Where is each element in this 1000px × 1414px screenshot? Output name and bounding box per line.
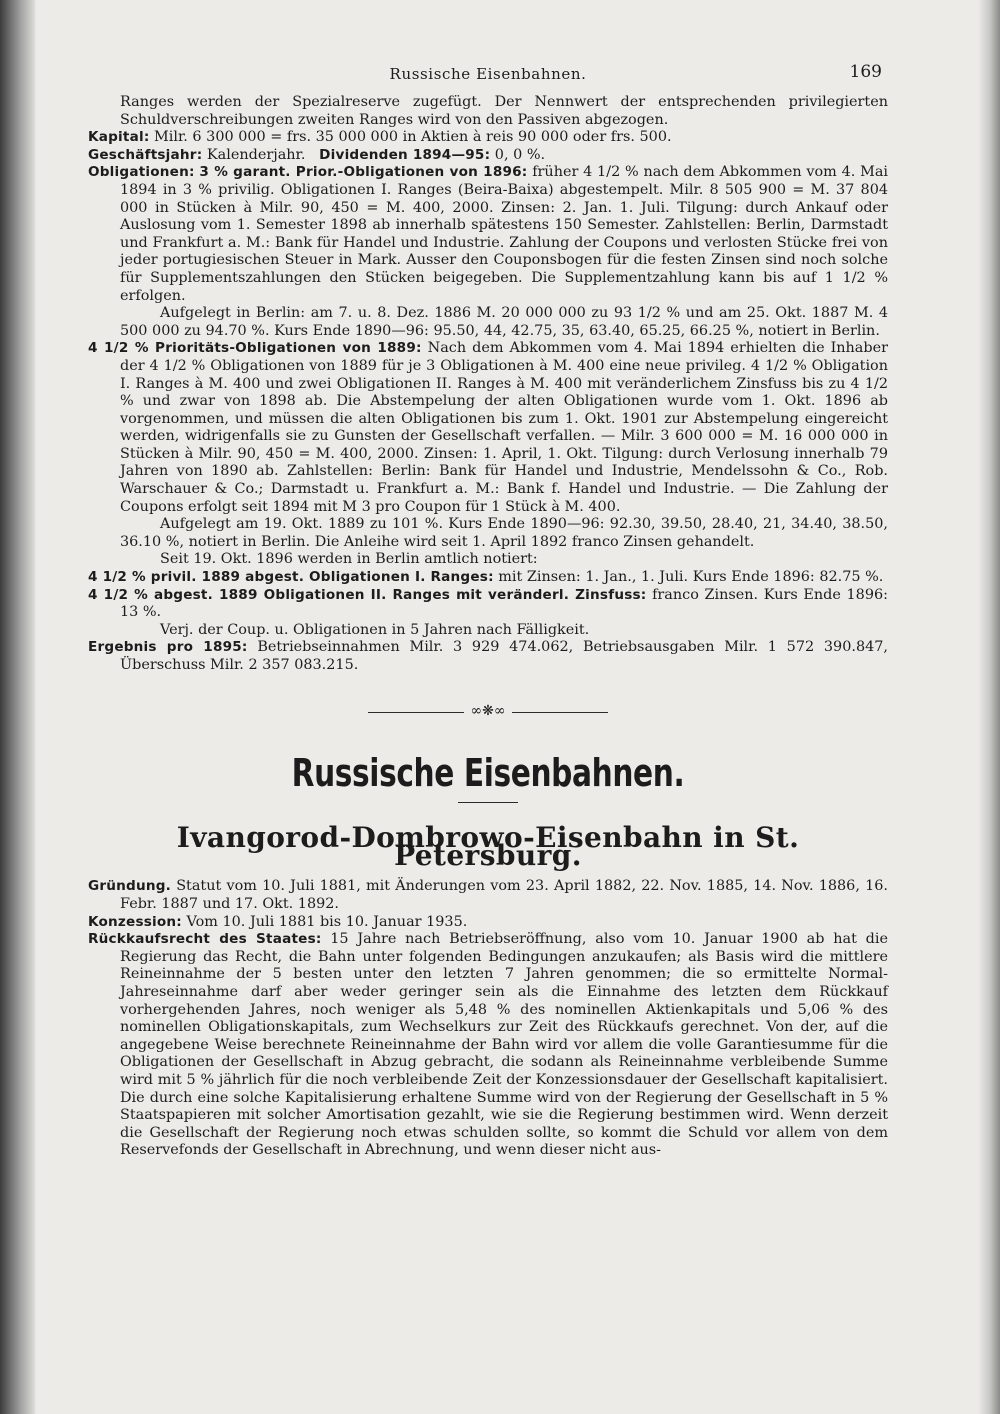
text-konzession: Vom 10. Juli 1881 bis 10. Januar 1935. — [186, 913, 468, 930]
scan-right-edge — [978, 0, 1000, 1414]
scan-binding-edge — [0, 0, 36, 1414]
text-gruendung: Statut vom 10. Juli 1881, mit Änderungen vom 23. April 1882, 22. Nov. 1885, 14. Nov. 1886, 16. Febr. 1887 und 17. Okt. 1892. — [120, 878, 888, 912]
label-kapital: Kapital: — [88, 129, 150, 146]
entry-konzession — [88, 914, 888, 932]
text-prioritaets-obligationen: Nach dem Abkommen vom 4. Mai 1894 erhielten die Inhaber der 4 1/2 % Obligationen von 1889 für je 3 Obligationen à M. 400 eine neue privileg. 4 1/2 % Obligation I. Ranges à M. 400 und zwei Obligationen II. Ranges à M. 400 mit veränderlichem Zinsfuss bis zu 4 1/2 % und zwar von 1898 ab. Die Abstempelung der alten Obligationen wurde vom 1. Okt. 1896 ab vorgenommen, und müssen die alten Obligationen bis zum 1. Okt. 1901 zur Abstempelung eingereicht werden, widrigenfalls sie zu Gunsten der Gesellschaft verfallen. — Milr. 3 600 000 = M. 16 000 000 in Stücken à Milr. 90, 450 = M. 400, 2000. Zinsen: 1. April, 1. Okt. Tilgung: durch Verlosung innerhalb 79 Jahren von 1890 ab. Zahlstellen: Berlin: Bank für Handel und Industrie, Mendelssohn & Co., Rob. Warschauer & Co.; Darmstadt u. Frankfurt a. M.: Bank f. Handel und Industrie. — Die Zahlung der Coupons erfolgt seit 1894 mit M 3 pro Coupon für 1 Stück à M. 400. — [120, 340, 888, 515]
entry-privil-obligationen — [88, 569, 888, 587]
label-rueckkaufsrecht: Rückkaufsrecht des Staates: — [88, 931, 322, 948]
label-geschaeftsjahr: Geschäftsjahr: — [88, 146, 203, 163]
text-privil-obligationen: mit Zinsen: 1. Jan., 1. Juli. Kurs Ende 1896: 82.75 %. — [498, 569, 884, 586]
label-prioritaets-obligationen: 4 1/2 % Prioritäts-Obligationen von 1889: — [88, 340, 422, 357]
paragraph-seit: Seit 19. Okt. 1896 werden in Berlin amtlich notiert: — [160, 551, 538, 568]
text-ergebnis: Betriebseinnahmen Milr. 3 929 474.062, Betriebsausgaben Milr. 1 572 390.847, Überschuss Milr. 2 357 083.215. — [120, 639, 888, 673]
text-kapital: Milr. 6 300 000 = frs. 35 000 000 in Aktien à reis 90 000 oder frs. 500. — [154, 129, 672, 146]
paragraph-aufgelegt-2: Aufgelegt am 19. Okt. 1889 zu 101 %. Kurs Ende 1890—96: 92.30, 39.50, 28.40, 21, 34.40, 38.50, 36.10 %, notiert in Berlin. Die Anleihe wird seit 1. April 1892 franco Zinsen gehandelt. — [120, 516, 888, 550]
page-number: 169 — [849, 62, 882, 82]
divider-line-left — [368, 712, 464, 713]
entry-rueckkaufsrecht — [88, 931, 888, 1160]
section-divider-ornament — [368, 703, 608, 723]
text-rueckkaufsrecht: 15 Jahre nach Betriebseröffnung, also vom 10. Januar 1900 ab hat die Regierung das Recht, die Bahn unter folgenden Bedingungen anzukaufen; als Basis wird die mittlere Reineinnahme der 5 besten unter den letzten 7 Jahren genommen; die so ermittelte Normal-Jahreseinnahme darf aber weder geringer sein als die Einnahme des letzten dem Rückkauf vorhergehenden Jahres, noch weniger als 5,48 % des nominellen Aktienkapitals und 5,06 % des nominellen Obligationskapitals, zum Wechselkurs zur Zeit des Rückkaufs gerechnet. Von der, auf die angegebene Weise berechnete Reineinnahme der Bahn wird vor allem die volle Garantiesumme für die Obligationen der Gesellschaft in Abzug gebracht, die sodann als Reineinnahme verbleibende Summe wird mit 5 % jährlich für die noch verbleibende Zeit der Konzessionsdauer der Gesellschaft kapitalisiert. Die durch eine solche Kapitalisierung erhaltene Summe wird von der Regierung der Gesellschaft in 5 % Staatspapieren mit solcher Amortisation gezahlt, wie sie die Regierung bestimmen wird. Wenn derzeit die Gesellschaft der Regierung noch etwas schulden sollte, so kommt die Schuld vor allem von dem Reservefonds der Gesellschaft in Abrechnung, und wenn dieser nicht aus- — [120, 931, 888, 1159]
entry-ergebnis — [88, 639, 888, 674]
running-head-title: Russische Eisenbahnen. — [389, 65, 587, 83]
entry-geschaeftsjahr — [88, 147, 888, 165]
entry-obligationen — [88, 164, 888, 305]
label-ergebnis: Ergebnis pro 1895: — [88, 639, 248, 656]
label-konzession: Konzession: — [88, 913, 182, 930]
document-page — [88, 60, 888, 1160]
section-rule — [458, 802, 518, 803]
entry-kapital — [88, 129, 888, 147]
label-obligationen: Obligationen: — [88, 164, 195, 181]
paragraph-verjaehrung: Verj. der Coup. u. Obligationen in 5 Jahren nach Fälligkeit. — [160, 621, 590, 638]
label-dividenden: Dividenden 1894—95: — [319, 146, 491, 163]
entry-abgest-obligationen — [88, 587, 888, 622]
paragraph-ranges: Ranges werden der Spezialreserve zugefügt. Der Nennwert der entsprechenden privilegierten Schuldverschreibungen zweiten Ranges wird von den Passiven abgezogen. — [120, 94, 888, 128]
entry-prioritaets-obligationen — [88, 340, 888, 516]
text-geschaeftsjahr: Kalenderjahr. — [206, 146, 306, 163]
label-prior-obligationen-1896: 3 % garant. Prior.-Obligationen von 1896: — [199, 164, 528, 181]
company-title: Ivangorod-Dombrowo-Eisenbahn in St. Petersburg. — [176, 821, 800, 872]
text-obligationen: früher 4 1/2 % nach dem Abkommen vom 4. Mai 1894 in 3 % privilig. Obligationen I. Ranges (Beira-Baixa) abgestempelt. Milr. 8 505 900 = M. 37 804 000 in Stücken à Milr. 90, 450 = M. 400, 2000. Zinsen: 2. Jan. 1. Juli. Tilgung: durch Ankauf oder Auslosung vom 1. Semester 1898 ab innerhalb spätestens 150 Semester. Zahlstellen: Berlin, Darmstadt und Frankfurt a. M.: Bank für Handel und Industrie. Zahlung der Coupons und verlosten Stücke frei von jeder portugiesischen Steuer in Mark. Ausser den Couponsbogen für die festen Zinsen sind noch solche für Supplementszahlungen den Stücken beigegeben. Die Supplementzahlung kann bis auf 1 1/2 % erfolgen. — [120, 164, 889, 304]
text-abgest-obligationen: franco Zinsen. Kurs Ende 1896: 13 %. — [120, 586, 888, 621]
running-head — [88, 60, 888, 90]
text-dividenden: 0, 0 %. — [494, 146, 546, 163]
ornament-glyph: ∞❋∞ — [470, 702, 506, 719]
section-title: Russische Eisenbahnen. — [291, 750, 685, 795]
divider-line-right — [512, 712, 608, 713]
paragraph-aufgelegt-1: Aufgelegt in Berlin: am 7. u. 8. Dez. 1886 M. 20 000 000 zu 93 1/2 % und am 25. Okt. 1887 M. 4 500 000 zu 94.70 %. Kurs Ende 1890—96: 95.50, 44, 42.75, 35, 63.40, 65.25, 66.25 %, notiert in Berlin. — [120, 305, 888, 339]
label-gruendung: Gründung. — [88, 878, 171, 895]
entry-gruendung — [88, 878, 888, 913]
label-abgest-obligationen: 4 1/2 % abgest. 1889 Obligationen II. Ranges mit veränderl. Zinsfuss: — [88, 586, 647, 603]
label-privil-obligationen: 4 1/2 % privil. 1889 abgest. Obligationen I. Ranges: — [88, 569, 494, 586]
